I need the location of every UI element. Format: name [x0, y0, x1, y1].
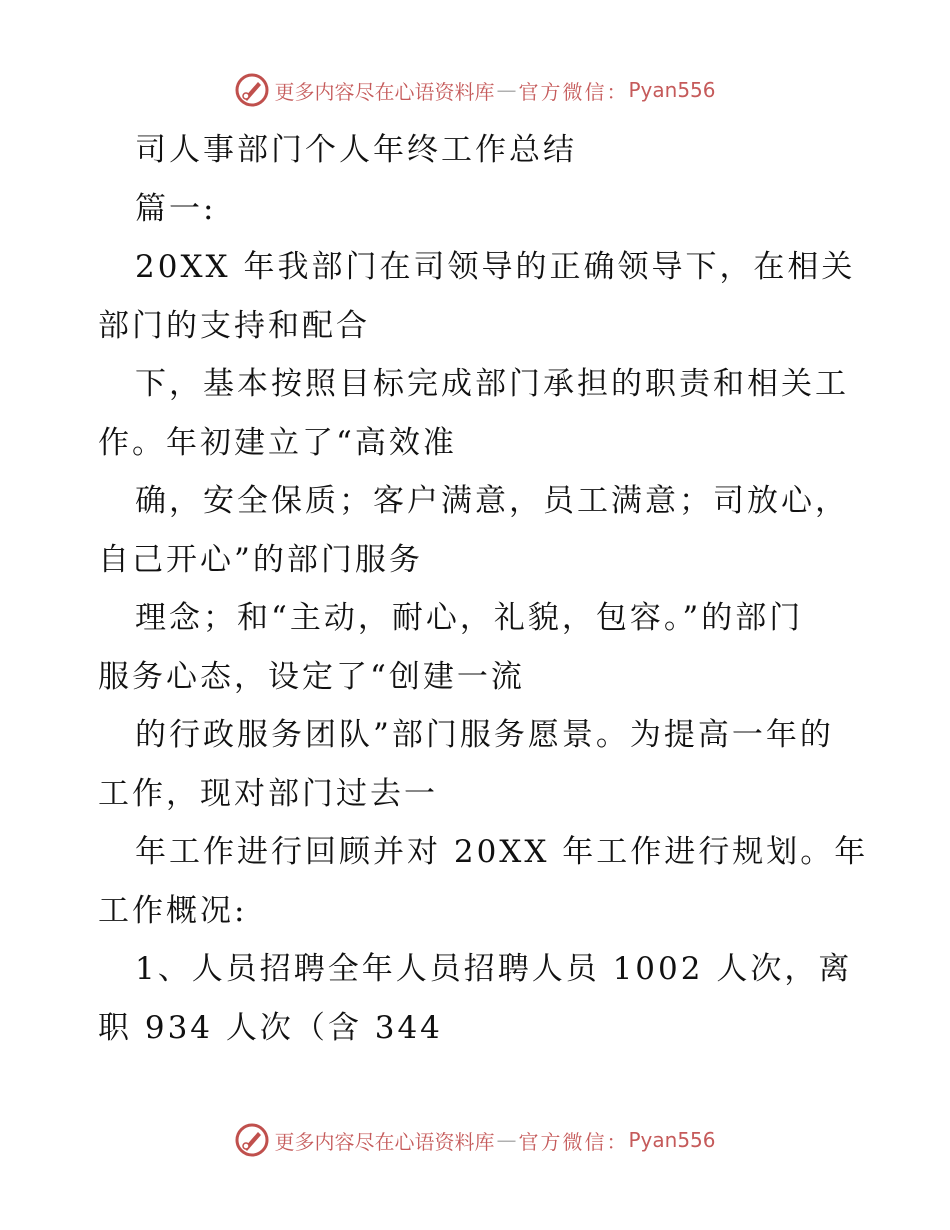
- paragraph-line: 作。年初建立了“高效准: [98, 424, 457, 461]
- watermark-wechat-id: Pyan556: [628, 1128, 716, 1152]
- watermark-separator: —: [496, 78, 517, 102]
- document-body: [98, 121, 869, 1057]
- paragraph-line: 职 934 人次（含 344: [98, 1009, 443, 1046]
- header-watermark: [0, 70, 950, 110]
- paragraph-line: 理念；和“主动，耐心，礼貌，包容。”的部门: [135, 600, 804, 636]
- paragraph-line: 确，安全保质；客户满意，员工满意；司放心，: [135, 483, 849, 519]
- paragraph-line: 工作概况:: [98, 892, 248, 929]
- watermark-brand: 更多内容尽在心语资料库: [274, 1129, 495, 1154]
- paragraph-line: 服务心态，设定了“创建一流: [98, 658, 525, 695]
- watermark-wechat-id: Pyan556: [628, 78, 716, 102]
- watermark-official-label: 官方微信：: [518, 79, 629, 104]
- paragraph-line: 的行政服务团队”部门服务愿景。为提高一年的: [135, 717, 834, 753]
- paragraph-line: 1、人员招聘全年人员招聘人员 1002 人次，离: [135, 951, 853, 987]
- pen-seal-icon: [234, 1122, 270, 1158]
- paragraph-line: 部门的支持和配合: [98, 307, 370, 344]
- watermark-official-label: 官方微信：: [518, 1129, 629, 1154]
- document-title: 司人事部门个人年终工作总结: [135, 132, 577, 168]
- watermark-brand: 更多内容尽在心语资料库: [274, 79, 495, 104]
- pen-seal-icon: [234, 72, 270, 108]
- section-heading: 篇一:: [135, 190, 217, 227]
- paragraph-line: 20XX 年我部门在司领导的正确领导下，在相关: [135, 249, 856, 285]
- footer-watermark: [0, 1120, 950, 1160]
- paragraph-line: 自己开心”的部门服务: [98, 541, 423, 578]
- paragraph-line: 年工作进行回顾并对 20XX 年工作进行规划。年: [135, 834, 869, 870]
- watermark-separator: —: [496, 1128, 517, 1152]
- paragraph-line: 下，基本按照目标完成部门承担的职责和相关工: [135, 366, 849, 402]
- paragraph-line: 工作，现对部门过去一: [98, 775, 438, 812]
